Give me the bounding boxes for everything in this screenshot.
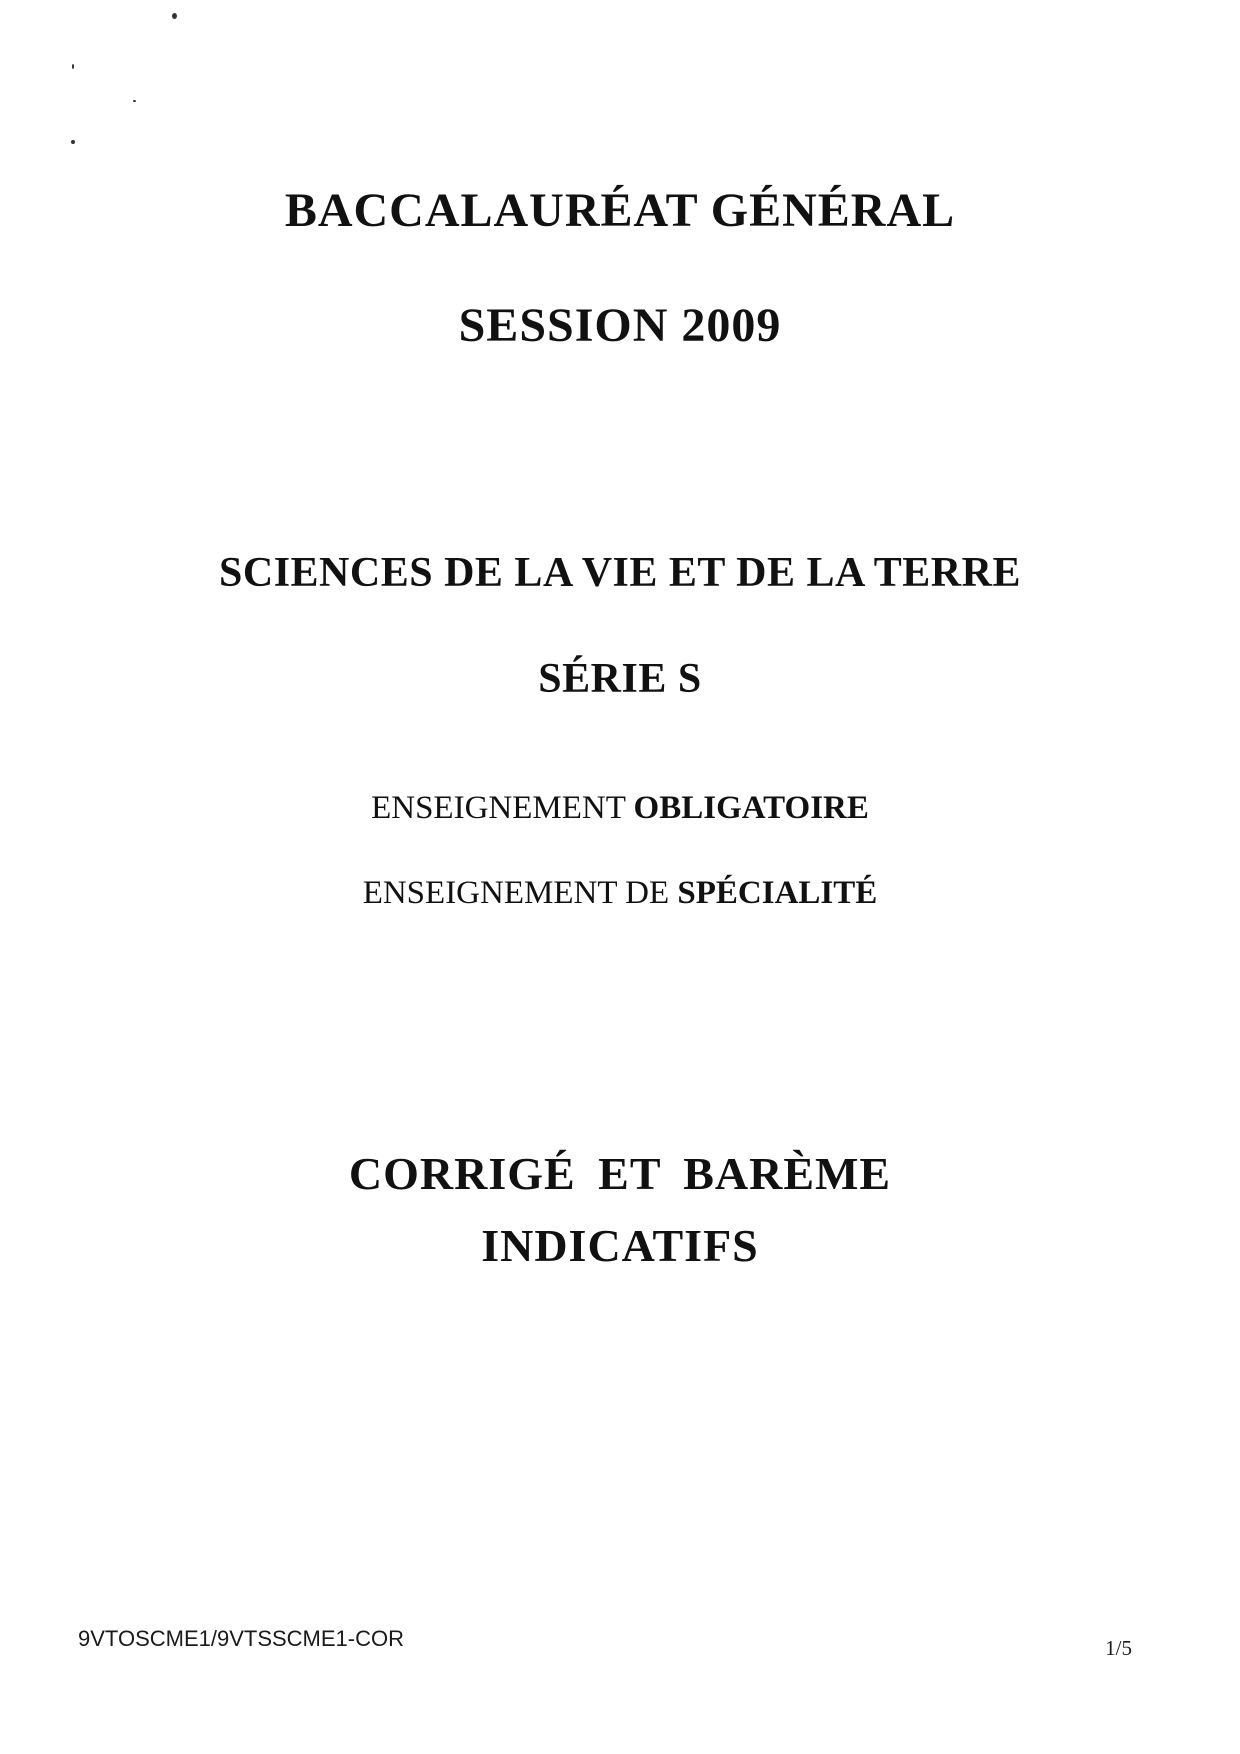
exam-title: BACCALAURÉAT GÉNÉRAL: [284, 184, 956, 237]
enseignement-emphasis: OBLIGATOIRE: [633, 790, 869, 826]
corrige-title-line2: INDICATIFS: [481, 1220, 759, 1271]
enseignement-emphasis: SPÉCIALITÉ: [677, 875, 878, 911]
page-number: 1/5: [1105, 1636, 1132, 1660]
subject-title: SCIENCES DE LA VIE ET DE LA TERRE: [219, 550, 1021, 596]
enseignement-prefix: ENSEIGNEMENT DE: [362, 875, 678, 911]
scan-speck: [172, 13, 177, 19]
document-code: 9VTOSCME1/9VTSSCME1-COR: [78, 1626, 405, 1651]
serie-label: SÉRIE S: [538, 656, 702, 702]
session-label: SESSION 2009: [458, 299, 782, 352]
enseignement-specialite: [0, 877, 1240, 910]
scan-speck: [133, 100, 136, 102]
enseignement-obligatoire: [0, 792, 1240, 825]
scan-speck: [72, 64, 74, 69]
enseignement-prefix: ENSEIGNEMENT: [371, 790, 634, 826]
corrige-title-line1: CORRIGÉ ET BARÈME: [348, 1148, 892, 1199]
scan-speck: [71, 140, 75, 144]
